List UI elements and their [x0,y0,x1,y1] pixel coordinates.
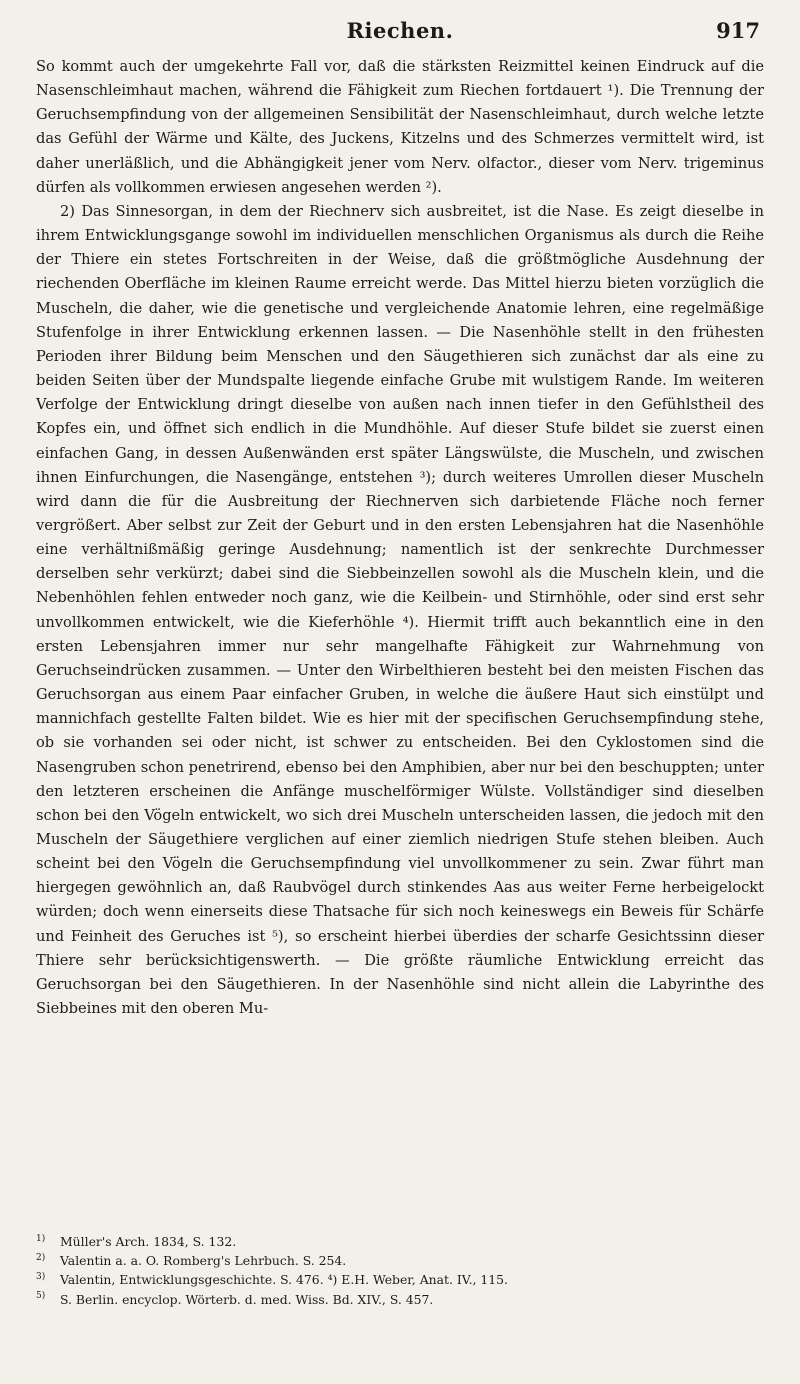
footnotes [36,1232,764,1309]
footnote-5: 5) S. Berlin. encyclop. Wörterb. d. med. Wiss. Bd. XIV., S. 457. [36,1291,434,1307]
footnote-2: 2) Valentin a. a. O. Romberg's Lehrbuch. S. 254. [36,1253,347,1269]
running-title: Riechen. [346,18,454,43]
page-number: 917 [716,18,760,43]
body-text [36,55,764,1021]
paragraph-1: So kommt auch der umgekehrte Fall vor, daß die stärksten Reizmittel keinen Eindruck auf die Nasenschleimhaut machen, während die Fähigkeit zum Riechen fortdauert ¹). Die Trennung der Geruchsempfindung von der allgemeinen Sensibilität der Nasenschleimhaut, durch welche letzte das Gefühl der Wärme und Kälte, des Juckens, Kitzelns und des Schmerzes vermittelt wird, ist daher unerläßlich, und die Abhängigkeit jener vom Nerv. olfactor., dieser vom Nerv. trigeminus dürfen als vollkommen erwiesen angesehen werden ²). [36,58,764,196]
footnote-text: Müller's Arch. 1834, S. 132. [60,1234,237,1249]
footnote-text: Valentin a. a. O. Romberg's Lehrbuch. S. 254. [60,1253,347,1269]
paragraph-2: 2) Das Sinnesorgan, in dem der Riechnerv sich ausbreitet, ist die Nase. Es zeigt dieselbe in ihrem Entwicklungsgange sowohl im individuellen menschlichen Organismus als durch die Reihe der Thiere ein stetes Fortschreiten in der Weise, daß die größtmögliche Ausdehnung der riechenden Oberfläche im kleinen Raume erreicht werde. Das Mittel hierzu bieten vorzüglich die Muscheln, die daher, wie die genetische und vergleichende Anatomie lehren, eine regelmäßige Stufenfolge in ihrer Entwicklung erkennen lassen. — Die Nasenhöhle stellt in den frühesten Perioden ihrer Bildung beim Menschen und den Säugethieren sich zunächst dar als eine zu beiden Seiten über der Mundspalte liegende einfache Grube mit wulstigem Rande. Im weiteren Verfolge der Entwicklung dringt dieselbe von außen nach innen tiefer in den Gefühlstheil des Kopfes ein, und öffnet sich endlich in die Mundhöhle. Auf dieser Stufe bildet sie zuerst einen einfachen Gang, in dessen Außenwänden erst später Längswülste, die Muscheln, und zwischen ihnen Einfurchungen, die Nasengänge, entstehen ³); durch weiteres Umrollen dieser Muscheln wird dann die für die Ausbreitung der Riechnerven sich darbietende Fläche noch ferner vergrößert. Aber selbst zur Zeit der Geburt und in den ersten Lebensjahren hat die Nasenhöhle eine verhältnißmäßig geringe Ausdehnung; namentlich ist der senkrechte Durchmesser derselben sehr verkürzt; dabei sind die Siebbeinzellen sowohl als die Muscheln klein, und die Nebenhöhlen fehlen entweder noch ganz, wie die Keilbein- und Stirnhöhle, oder sind erst sehr unvollkommen entwickelt, wie die Kieferhöhle ⁴). Hiermit trifft auch bekanntlich eine in den ersten Lebensjahren immer nur sehr mangelhafte Fähigkeit zur Wahrnehmung von Geruchseindrücken zusammen. — Unter den Wirbelthieren besteht bei den meisten Fischen das Geruchsorgan aus einem Paar einfacher Gruben, in welche die äußere Haut sich einstülpt und mannichfach gestellte Falten bildet. Wie es hier mit der specifischen Geruchsempfindung stehe, ob sie vorhanden sei oder nicht, ist schwer zu entscheiden. Bei den Cyklostomen sind die Nasengruben schon penetrirend, ebenso bei den Amphibien, aber nur bei den beschuppten; unter den letzteren erscheinen die Anfänge muschelförmiger Wülste. Vollständiger sind dieselben schon bei den Vögeln entwickelt, wo sich drei Muscheln unterscheiden lassen, die jedoch mit den Muscheln der Säugethiere verglichen auf einer ziemlich niedrigen Stufe stehen bleiben. Auch scheint bei den Vögeln die Geruchsempfindung viel unvollkommener zu sein. Zwar führt man hiergegen gewöhnlich an, daß Raubvögel durch stinkendes Aas aus weiter Ferne herbeigelockt würden; doch wenn einerseits diese Thatsache für sich noch keineswegs ein Beweis für Schärfe und Feinheit des Geruches ist ⁵), so erscheint hierbei überdies der scharfe Gesichtssinn dieser Thiere sehr berücksichtigenswerth. — Die größte räumliche Entwicklung erreicht das Geruchsorgan bei den Säugethieren. In der Nasenhöhle sind nicht allein die Labyrinthe des Siebbeines mit den oberen Mu- [36,202,764,1018]
footnote-text: Valentin, Entwicklungsgeschichte. S. 476. ⁴) E.H. Weber, Anat. IV., 115. [60,1272,508,1288]
footnote-text: S. Berlin. encyclop. Wörterb. d. med. Wiss. Bd. XIV., S. 457. [60,1291,434,1307]
footnote-1: 1) Müller's Arch. 1834, S. 132. [36,1233,237,1249]
footnote-3: 3) Valentin, Entwicklungsgeschichte. S. 476. ⁴) E.H. Weber, Anat. IV., 115. [36,1272,508,1288]
page-header [36,18,764,48]
